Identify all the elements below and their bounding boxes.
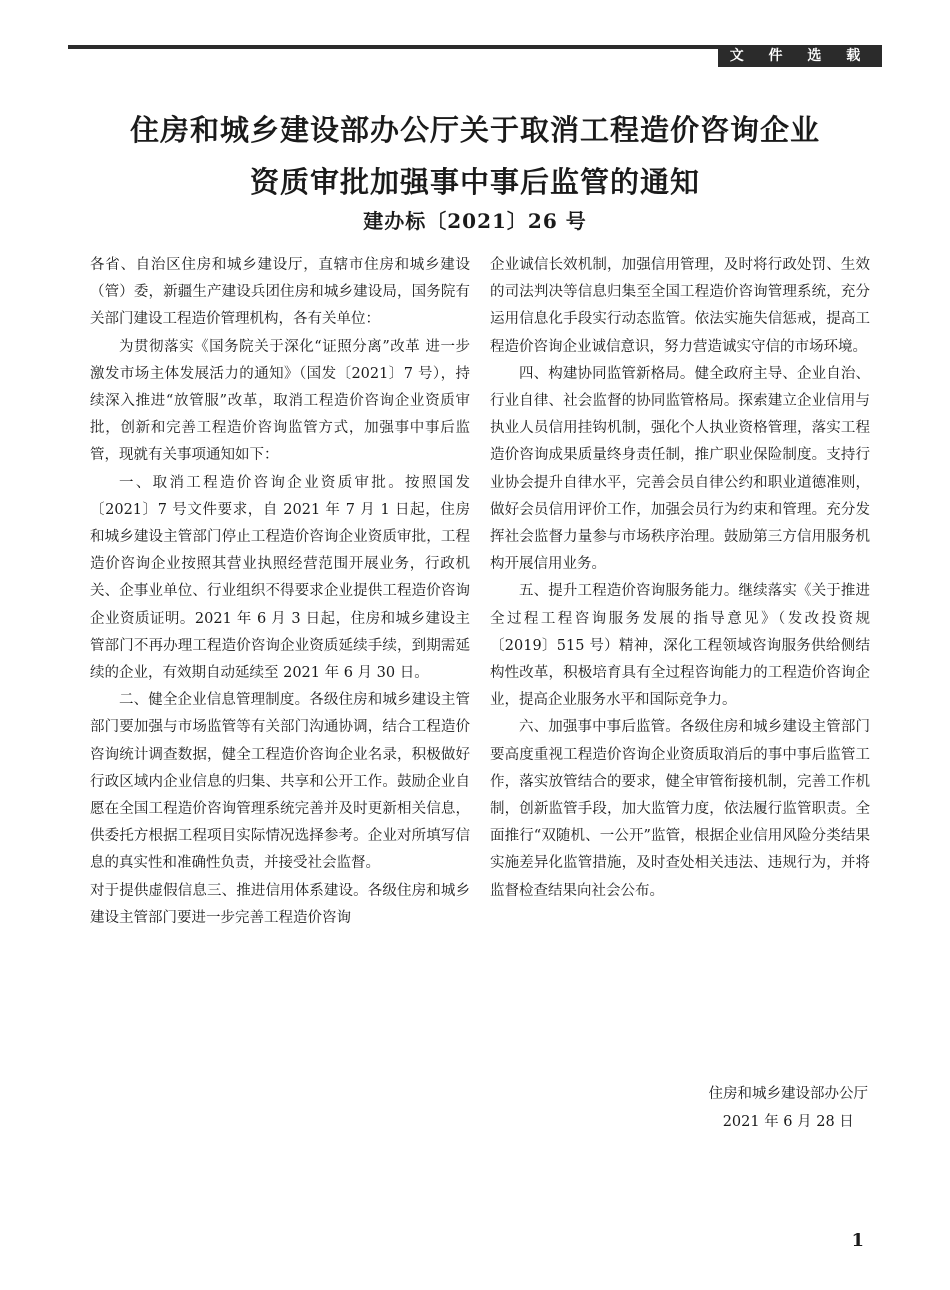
- paragraph: 一、取消工程造价咨询企业资质审批。按照国发〔2021〕7 号文件要求，自 2021 年 7 月 1 日起，住房和城乡建设主管部门停止工程造价咨询企业资质审批，工程造价咨询企业按照其营业执照经营范围开展业务，行政机关、企事业单位、行业组织不得要求企业提供工程造价咨询企业资质证明。2021 年 6 月 3 日起，住房和城乡建设主管部门不再办理工程造价咨询企业资质延续手续，到期需延续的企业，有效期自动延续至 2021 年 6 月 30 日。: [90, 474, 470, 682]
- document-number: 建办标〔2021〕26 号: [363, 209, 587, 233]
- paragraph: 为贯彻落实《国务院关于深化“证照分离”改革 进一步激发市场主体发展活力的通知》（国发〔2021〕7 号），持续深入推进“放管服”改革，取消工程造价咨询企业资质审批，创新和完善工程造价咨询监管方式，加强事中事后监管，现就有关事项通知如下：: [90, 338, 470, 464]
- paragraph: 六、加强事中事后监管。各级住房和城乡建设主管部门要高度重视工程造价咨询企业资质取消后的事中事后监管工作，落实放管结合的要求，健全审管衔接机制，完善工作机制，创新监管手段，加大监管力度，依法履行监管职责。全面推行“双随机、一公开”监管，根据企业信用风险分类结果实施差异化监管措施，及时查处相关违法、违规行为，并将监督检查结果向社会公布。: [490, 719, 870, 899]
- left-column: [90, 252, 470, 932]
- right-column: [490, 252, 870, 905]
- paragraph: 企业诚信长效机制，加强信用管理，及时将行政处罚、生效的司法判决等信息归集至全国工程造价咨询管理系统，充分运用信息化手段实行动态监管。依法实施失信惩戒，提高工程造价咨询企业诚信意识，努力营造诚实守信的市场环境。: [490, 257, 870, 355]
- paragraph: 对于提供虚假信息三、推进信用体系建设。各级住房和城乡建设主管部门要进一步完善工程造价咨询: [90, 882, 470, 926]
- title-line-1: 住房和城乡建设部办公厅关于取消工程造价咨询企业: [129, 113, 820, 147]
- issuer: 住房和城乡建设部办公厅: [708, 1086, 868, 1102]
- paragraph: 五、提升工程造价咨询服务能力。继续落实《关于推进全过程工程咨询服务发展的指导意见》（发改投资规〔2019〕515 号）精神，深化工程领域咨询服务供给侧结构性改革，积极培育具有全过程咨询能力的工程造价咨询企业，提高企业服务水平和国际竞争力。: [490, 583, 870, 709]
- page-number: 1: [851, 1230, 864, 1251]
- document-title: [60, 104, 890, 208]
- paragraph: 二、健全企业信息管理制度。各级住房和城乡建设主管部门要加强与市场监管等有关部门沟通协调，结合工程造价咨询统计调查数据，健全工程造价咨询企业名录，积极做好行政区域内企业信息的归集、共享和公开工作。鼓励企业自愿在全国工程造价咨询管理系统完善并及时更新相关信息，供委托方根据工程项目实际情况选择参考。企业对所填写信息的真实性和准确性负责，并接受社会监督。: [90, 692, 470, 872]
- issue-date: 2021 年 6 月 28 日: [722, 1114, 854, 1130]
- title-line-2: 资质审批加强事中事后监管的通知: [249, 165, 700, 199]
- paragraph: 四、构建协同监管新格局。健全政府主导、企业自治、行业自律、社会监督的协同监管格局。探索建立企业信用与执业人员信用挂钩机制，强化个人执业资格管理，落实工程造价咨询成果质量终身责任制，推广职业保险制度。支持行业协会提升自律水平，完善会员自律公约和职业道德准则，做好会员信用评价工作，加强会员行为约束和管理。充分发挥社会监督力量参与市场秩序治理。鼓励第三方信用服务机构开展信用业务。: [490, 365, 870, 573]
- section-label: 文 件 选 载: [718, 45, 882, 67]
- signature-block: [709, 1080, 869, 1136]
- paragraph: 各省、自治区住房和城乡建设厅，直辖市住房和城乡建设（管）委，新疆生产建设兵团住房和城乡建设局，国务院有关部门建设工程造价管理机构，各有关单位：: [90, 257, 470, 328]
